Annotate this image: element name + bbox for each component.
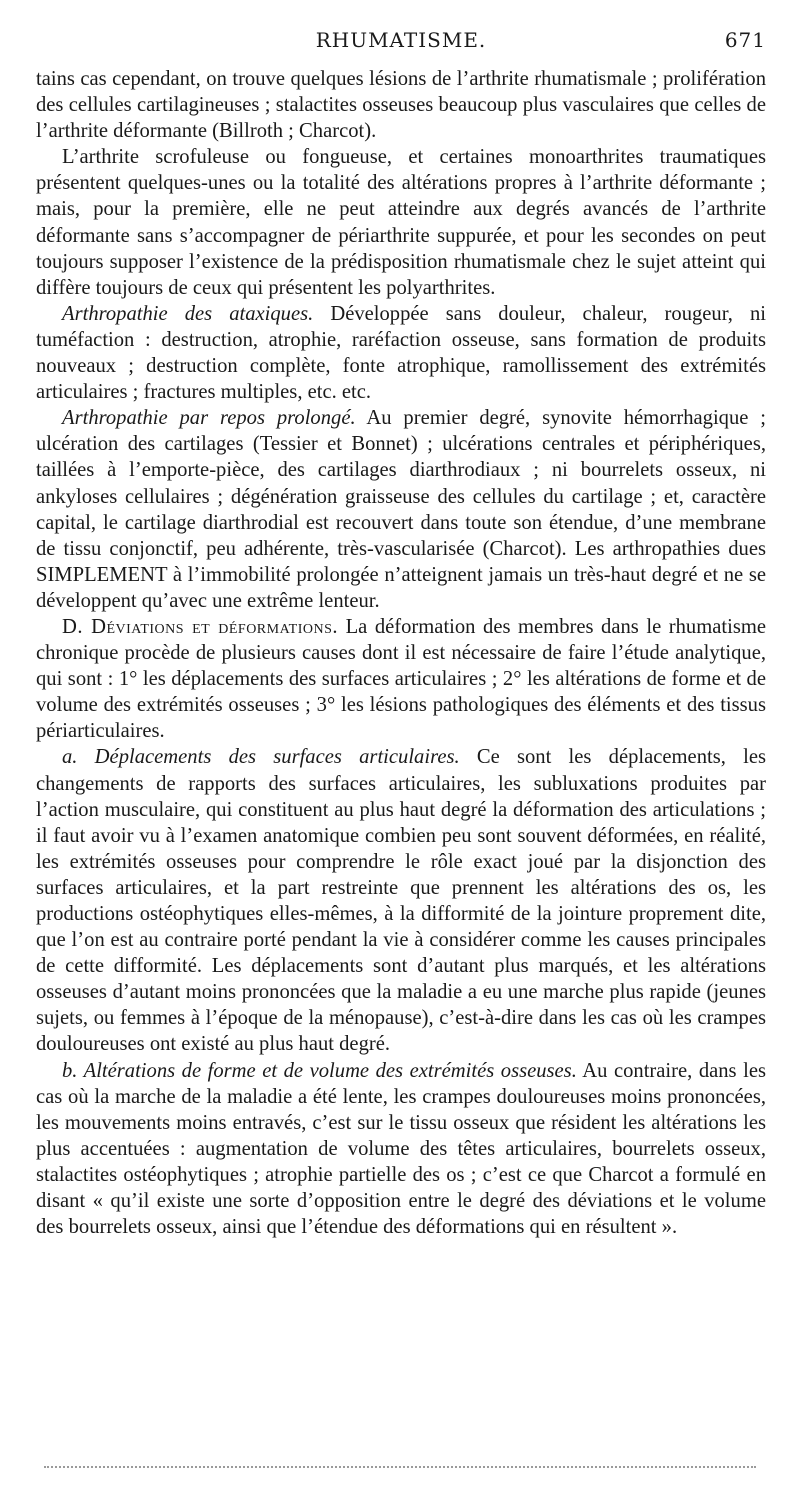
paragraph-lead: b. Altérations de forme et de volume des extrémités osseuses.: [62, 1059, 577, 1082]
paragraph-text: Développée sans douleur, chaleur, rougeur, ni tuméfaction : destruction, atrophie, raréfaction osseuse, sans formation de produits nouveaux ; destruction complète, fonte atrophique, ramollissement des extrémités articulaires ; fractures multiples, etc. etc.: [36, 302, 766, 404]
paragraph-text: Ce sont les déplacements, les changements de rapports des surfaces articulaires, les subluxations produites par l’action musculaire, qui constituent au plus haut degré la déformation des articulations ; il faut avoir vu à l’examen anatomique combien peu sont souvent déformées, en réalité, les extrémités osseuses pour comprendre le rôle exact joué par la disjonction des surfaces articulaires, et la part restreinte que prennent les altérations des os, les productions ostéophytiques elles-mêmes, à la difformité de la jointure proprement dite, que l’on est au contraire porté pendant la vie à considérer comme les causes principales de cette difformité. Les déplacements sont d’autant plus marqués, et les altérations osseuses d’autant moins prononcées que la maladie a eu une marche plus rapide (jeunes sujets, ou femmes à l’époque de la ménopause), c’est-à-dire dans les cas où les crampes douloureuses ont existé au plus haut degré.: [36, 746, 766, 1056]
running-header: [36, 28, 766, 58]
paragraph-lead: Arthropathie par repos prolongé.: [62, 407, 356, 430]
paragraph-text: La déformation des membres dans le rhumatisme chronique procède de plusieurs causes dont il est nécessaire de faire l’étude analytique, qui sont : 1° les déplacements des surfaces articulaires ; 2° les altérations de forme et de volume des extrémités osseuses ; 3° les lésions pathologiques des éléments et des tissus périarticulaires.: [36, 615, 766, 743]
paragraph-deplacements: [36, 744, 766, 1057]
footer-dotted-rule: [44, 1466, 756, 1468]
paragraph-lead: Arthropathie des ataxiques.: [62, 302, 314, 325]
paragraph-arthropathie-ataxiques: [36, 301, 766, 405]
paragraph-text: L’arthrite scrofuleuse ou fongueuse, et certaines monoarthrites traumatiques présentent quelques-unes ou la totalité des altérations propres à l’arthrite déformante ; mais, pour la première, elle ne peut atteindre aux degrés avancés de l’arthrite déformante sans s’accompagner de périarthrite suppurée, et pour les secondes on peut toujours supposer l’existence de la prédisposition rhumatismale chez le sujet atteint qui diffère toujours de ceux qui présentent les polyarthrites.: [36, 146, 766, 299]
paragraph-alterations: [36, 1058, 766, 1241]
paragraph-arthrite-scrofuleuse: [36, 144, 766, 301]
paragraph-deviations: [36, 614, 766, 744]
paragraph-text: tains cas cependant, on trouve quelques lésions de l’arthrite rhumatismale ; prolifération des cellules cartilagineuses ; stalactites osseuses beaucoup plus vasculaires que celles de l’arthrite déformante (Billroth ; Charcot).: [36, 68, 766, 143]
paragraph-text: Au premier degré, synovite hémorrhagique ; ulcération des cartilages (Tessier et Bonnet) ; ulcérations centrales et périphériques, taillées à l’emporte-pièce, des cartilages diarthrodiaux ; ni bourrelets osseux, ni ankyloses cellulaires ; dégénération graisseuse des cellules du cartilage ; et, caractère capital, le cartilage diarthrodial est recouvert dans toute son étendue, d’une membrane de tissu conjonctif, peu adhérente, très-vascularisée (Charcot). Les arthropathies dues SIMPLEMENT à l’immobilité prolongée n’atteignent jamais un très-haut degré et ne se développent qu’avec une extrême lenteur.: [36, 407, 766, 612]
section-heading: D. Déviations et déformations.: [62, 615, 339, 638]
paragraph-arthropathie-repos: [36, 405, 766, 614]
page-number: 671: [724, 28, 766, 52]
paragraph-continuation: [36, 66, 766, 144]
paragraph-lead: a. Déplacements des surfaces articulaires.: [62, 746, 460, 769]
running-title: RHUMATISME.: [315, 28, 487, 52]
paragraph-text: Au contraire, dans les cas où la marche de la maladie a été lente, les crampes douloureuses moins prononcées, les mouvements moins entravés, c’est sur le tissu osseux que résident les altérations les plus accentuées : augmentation de volume des têtes articulaires, bourrelets osseux, stalactites ostéophytiques ; atrophie partielle des os ; c’est ce que Charcot a formulé en disant « qu’il existe une sorte d’opposition entre le degré des déviations et le volume des bourrelets osseux, ainsi que l’étendue des déformations qui en résultent ».: [36, 1059, 766, 1239]
body-text: [36, 66, 766, 1240]
